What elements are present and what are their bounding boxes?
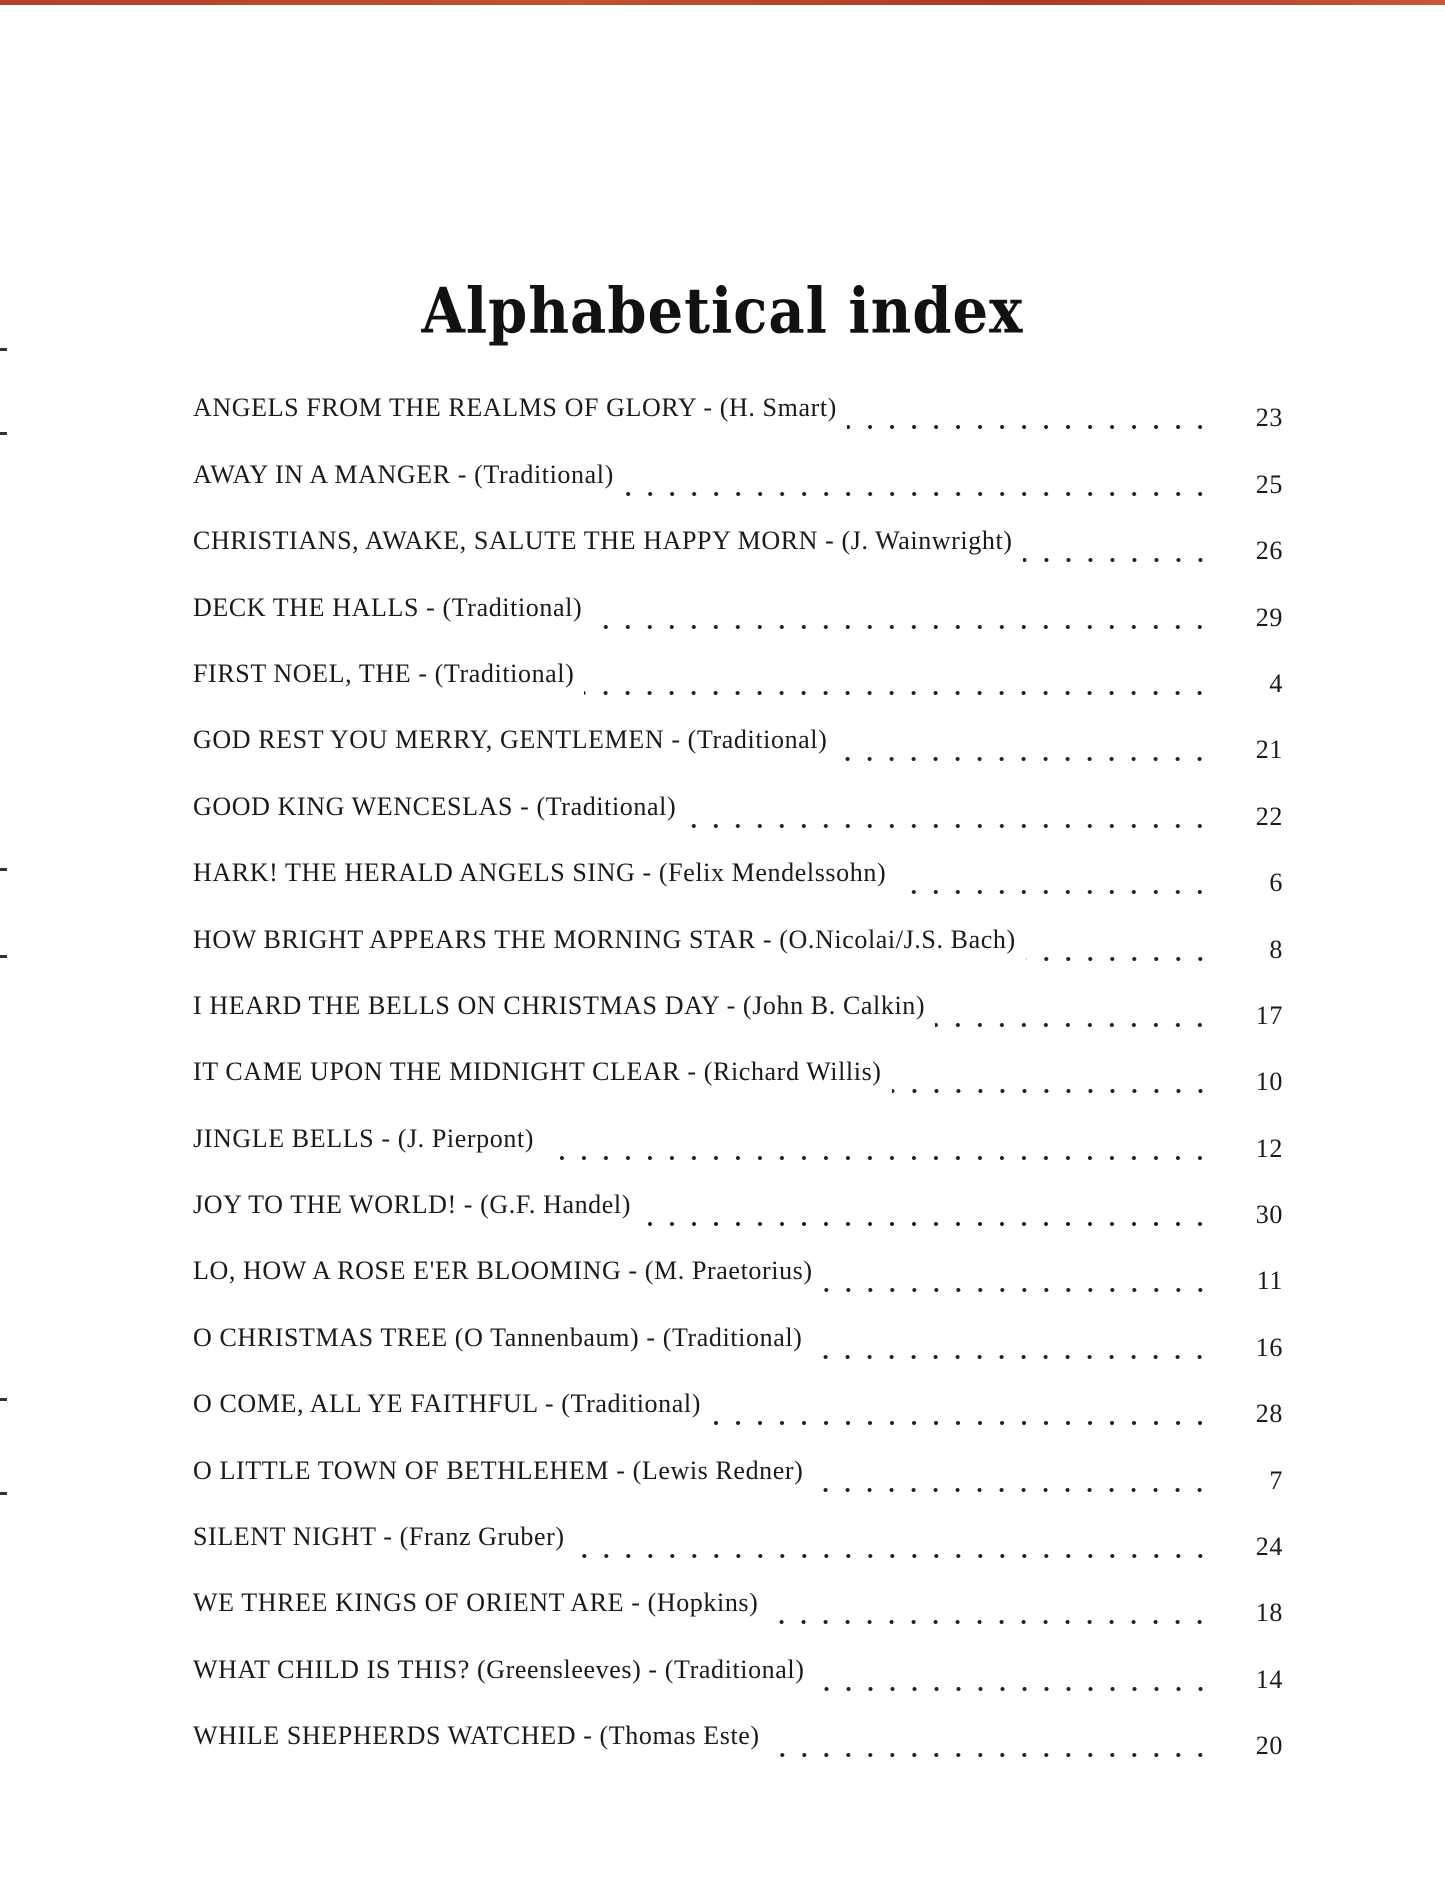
index-entry <box>193 1636 1283 1702</box>
dot-leader <box>544 1132 1211 1162</box>
index-entry <box>193 1105 1283 1171</box>
entry-page-number: 28 <box>1255 1399 1283 1429</box>
entry-title: GOOD KING WENCESLAS - (Traditional) <box>193 792 686 840</box>
dot-leader <box>812 1331 1211 1361</box>
entry-page-number: 18 <box>1255 1598 1283 1628</box>
entry-title: JOY TO THE WORLD! - (G.F. Handel) <box>193 1190 641 1238</box>
index-entry <box>193 840 1283 906</box>
dot-leader <box>896 866 1211 896</box>
entry-title: SILENT NIGHT - (Franz Gruber) <box>193 1522 575 1570</box>
entry-title: WHAT CHILD IS THIS? (Greensleeves) - (Traditional) <box>193 1655 815 1703</box>
entry-page-number: 20 <box>1255 1731 1283 1761</box>
page-top-edge <box>0 0 1445 5</box>
entry-page-number: 30 <box>1255 1200 1283 1230</box>
entry-page-number: 24 <box>1255 1532 1283 1562</box>
index-entry <box>193 1371 1283 1437</box>
index-entry <box>193 375 1283 441</box>
index-entry <box>193 1703 1283 1769</box>
dot-leader <box>770 1729 1211 1759</box>
dot-leader <box>592 601 1211 631</box>
entry-title: WHILE SHEPHERDS WATCHED - (Thomas Este) <box>193 1721 770 1769</box>
binding-mark <box>0 1398 7 1401</box>
dot-leader <box>813 1464 1211 1494</box>
entry-title: WE THREE KINGS OF ORIENT ARE - (Hopkins) <box>193 1588 768 1636</box>
entry-title: CHRISTIANS, AWAKE, SALUTE THE HAPPY MORN - (J. Wainwright) <box>193 526 1023 574</box>
entry-page-number: 16 <box>1255 1332 1283 1362</box>
entry-title: DECK THE HALLS - (Traditional) <box>193 593 592 641</box>
entry-page-number: 29 <box>1255 602 1283 632</box>
entry-title: I HEARD THE BELLS ON CHRISTMAS DAY - (John B. Calkin) <box>193 991 935 1039</box>
index-entry <box>193 1437 1283 1503</box>
dot-leader <box>768 1596 1211 1626</box>
index-entry <box>193 508 1283 574</box>
index-entry <box>193 773 1283 839</box>
entry-page-number: 23 <box>1255 403 1283 433</box>
dot-leader <box>837 733 1211 763</box>
entry-title: O LITTLE TOWN OF BETHLEHEM - (Lewis Redner) <box>193 1456 813 1504</box>
entry-page-number: 25 <box>1255 469 1283 499</box>
entry-page-number: 8 <box>1269 934 1283 964</box>
entry-page-number: 10 <box>1255 1067 1283 1097</box>
index-entry <box>193 641 1283 707</box>
entry-title: GOD REST YOU MERRY, GENTLEMEN - (Traditional) <box>193 725 837 773</box>
entry-page-number: 4 <box>1269 668 1283 698</box>
entry-title: AWAY IN A MANGER - (Traditional) <box>193 460 624 508</box>
dot-leader <box>847 401 1211 431</box>
entry-page-number: 17 <box>1255 1000 1283 1030</box>
dot-leader <box>935 999 1211 1029</box>
entry-page-number: 6 <box>1269 868 1283 898</box>
binding-mark <box>0 955 7 958</box>
entry-page-number: 11 <box>1256 1266 1283 1296</box>
dot-leader <box>892 1065 1211 1095</box>
binding-mark <box>0 868 7 871</box>
index-entry <box>193 906 1283 972</box>
entry-page-number: 21 <box>1255 735 1283 765</box>
page-title: Alphabetical index <box>421 273 1024 348</box>
dot-leader <box>575 1530 1211 1560</box>
index-entry <box>193 707 1283 773</box>
index-list <box>193 375 1283 1769</box>
entry-page-number: 22 <box>1255 801 1283 831</box>
index-entry <box>193 973 1283 1039</box>
entry-page-number: 26 <box>1255 536 1283 566</box>
entry-title: JINGLE BELLS - (J. Pierpont) <box>193 1124 544 1172</box>
entry-title: IT CAME UPON THE MIDNIGHT CLEAR - (Richard Willis) <box>193 1057 892 1105</box>
binding-mark <box>0 1492 7 1495</box>
index-entry <box>193 1172 1283 1238</box>
entry-title: O COME, ALL YE FAITHFUL - (Traditional) <box>193 1389 711 1437</box>
dot-leader <box>584 667 1211 697</box>
index-entry <box>193 1238 1283 1304</box>
dot-leader <box>686 800 1211 830</box>
entry-title: O CHRISTMAS TREE (O Tannenbaum) - (Traditional) <box>193 1323 812 1371</box>
entry-title: ANGELS FROM THE REALMS OF GLORY - (H. Smart) <box>193 393 847 441</box>
binding-mark <box>0 432 7 435</box>
entry-title: HOW BRIGHT APPEARS THE MORNING STAR - (O.Nicolai/J.S. Bach) <box>193 925 1026 973</box>
entry-title: LO, HOW A ROSE E'ER BLOOMING - (M. Praetorius) <box>193 1256 823 1304</box>
index-entry <box>193 1504 1283 1570</box>
dot-leader <box>823 1264 1211 1294</box>
index-entry <box>193 574 1283 640</box>
dot-leader <box>1026 933 1211 963</box>
binding-mark <box>0 348 7 351</box>
entry-page-number: 14 <box>1255 1664 1283 1694</box>
dot-leader <box>641 1198 1211 1228</box>
index-entry <box>193 441 1283 507</box>
index-entry <box>193 1304 1283 1370</box>
entry-title: FIRST NOEL, THE - (Traditional) <box>193 659 584 707</box>
dot-leader <box>711 1397 1211 1427</box>
dot-leader <box>815 1663 1211 1693</box>
dot-leader <box>1023 534 1211 564</box>
index-entry <box>193 1570 1283 1636</box>
dot-leader <box>624 468 1211 498</box>
entry-page-number: 7 <box>1269 1465 1283 1495</box>
index-entry <box>193 1039 1283 1105</box>
entry-page-number: 12 <box>1255 1133 1283 1163</box>
entry-title: HARK! THE HERALD ANGELS SING - (Felix Mendelssohn) <box>193 858 896 906</box>
